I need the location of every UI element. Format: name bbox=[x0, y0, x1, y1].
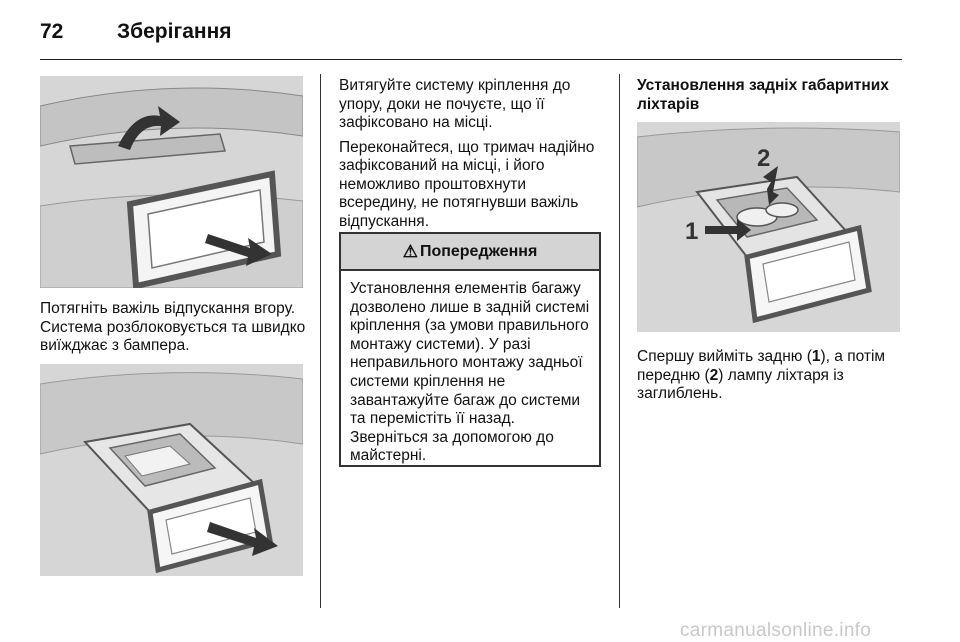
release-lever-instruction: Потягніть важіль відпускання вгору. Система розблоковується та швидко виїжджає з бампера. bbox=[40, 300, 306, 354]
callout-1: 1 bbox=[685, 218, 699, 245]
warning-text: Установлення елементів багажу дозволено лише в задній системі кріплення (за умови правильного монтажу системи). У разі неправильного монтажу задньої системи кріплення не завантажуйте багаж до системи та перемістіть її назад. Зверніться за допомогою до майстерні. bbox=[350, 280, 590, 465]
warning-triangle-icon: ⚠ bbox=[402, 241, 418, 261]
extend-instruction: Витягуйте систему кріплення до упору, доки не почуєте, що її зафіксовано на місці. bbox=[339, 77, 571, 131]
instruction-part: ) лампу ліхтаря із заглиблень. bbox=[637, 366, 844, 402]
callout-2: 2 bbox=[757, 145, 771, 172]
column-divider-2 bbox=[619, 74, 620, 608]
instruction-part: Спершу вийміть задню ( bbox=[637, 348, 812, 365]
section-title: Зберігання bbox=[117, 20, 232, 43]
column-1-text bbox=[40, 300, 310, 362]
warning-header bbox=[341, 234, 599, 271]
header-divider bbox=[40, 59, 902, 60]
warning-box bbox=[339, 232, 601, 467]
illustration-tail-light-removal bbox=[637, 122, 900, 332]
column-3-text bbox=[637, 348, 902, 410]
figure-pull-out-carrier bbox=[40, 364, 303, 576]
column-3-heading-block bbox=[637, 77, 902, 120]
warning-title: Попередження bbox=[419, 242, 538, 260]
column-divider-1 bbox=[320, 74, 321, 608]
illustration-bumper-release bbox=[40, 76, 303, 288]
watermark: carmanualsonline.info bbox=[680, 620, 872, 641]
page-header bbox=[40, 14, 902, 54]
section-subheading: Установлення задніх габаритних ліхтарів bbox=[637, 77, 889, 113]
tail-light-instruction bbox=[637, 348, 902, 404]
column-2-text bbox=[339, 77, 604, 237]
ref-number-2: 2 bbox=[709, 366, 719, 384]
illustration-carrier-extended bbox=[40, 364, 303, 576]
check-instruction: Переконайтеся, що тримач надійно зафіксований на місці, і його неможливо проштовхнути всередину, не потягнувши важіль відпускання. bbox=[339, 138, 595, 230]
instruction-part: ), а потім передню ( bbox=[637, 348, 886, 384]
ref-number-1: 1 bbox=[811, 348, 821, 365]
figure-tail-lights bbox=[637, 122, 900, 332]
page-number: 72 bbox=[40, 20, 64, 43]
figure-release-lever bbox=[40, 76, 303, 288]
